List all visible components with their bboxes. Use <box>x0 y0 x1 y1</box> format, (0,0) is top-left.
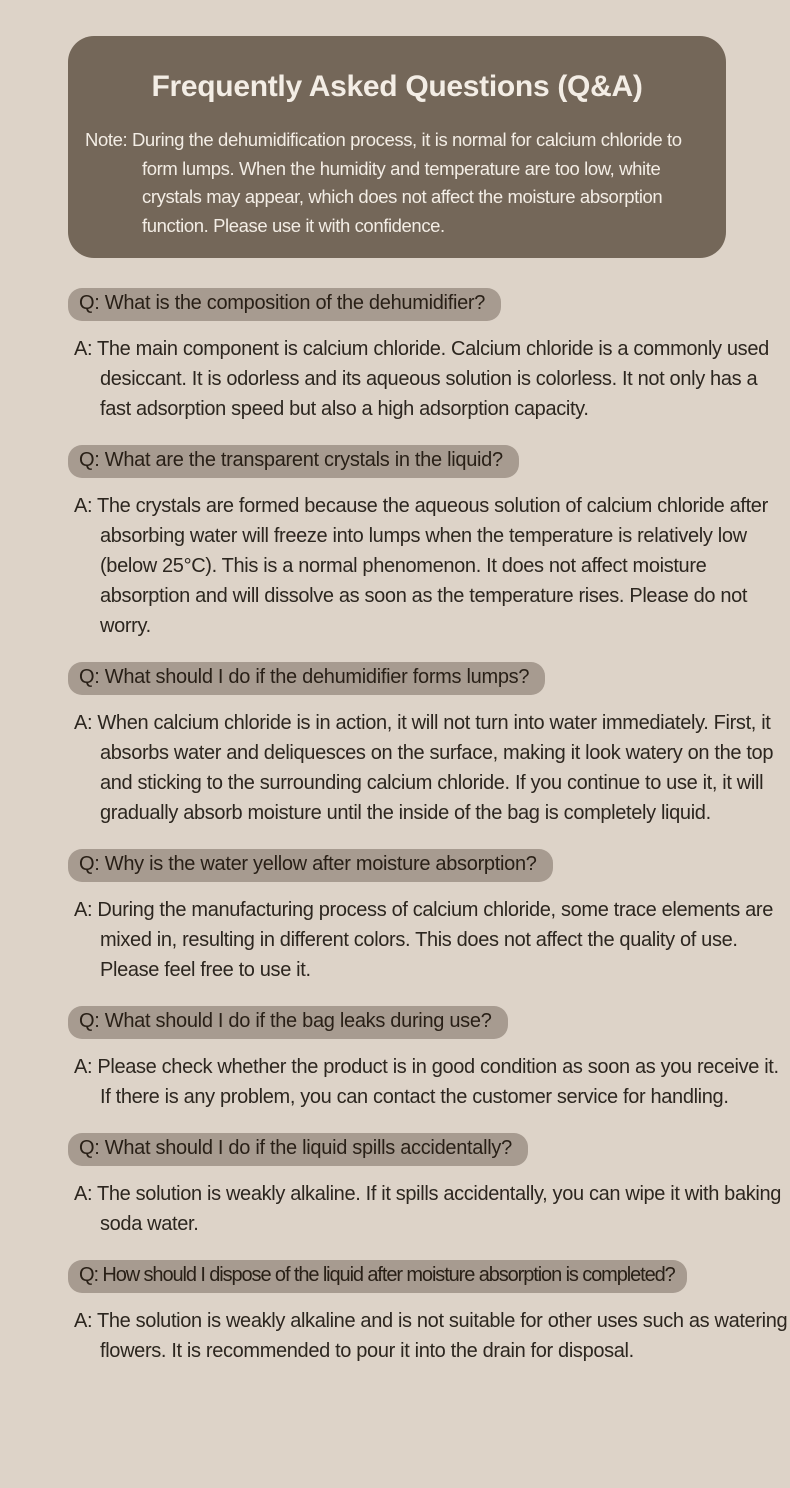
answer-text: A: The solution is weakly alkaline and is not suitable for other uses such as watering flowers. It is recommended to pour it into the drain for disposal. <box>74 1310 788 1362</box>
question-pill: Q: Why is the water yellow after moisture absorption? <box>68 849 553 882</box>
faq-item <box>68 662 790 828</box>
answer-text: A: The crystals are formed because the aqueous solution of calcium chloride after absorbing water will freeze into lumps when the temperature is relatively low (below 25°C). This is a normal phenomenon. It does not affect moisture absorption and will dissolve as soon as the temperature rises. Please do not worry. <box>74 495 768 637</box>
question-pill: Q: What should I do if the dehumidifier forms lumps? <box>68 662 545 695</box>
question-pill: Q: What should I do if the liquid spills accidentally? <box>68 1133 528 1166</box>
answer-text: A: When calcium chloride is in action, it will not turn into water immediately. First, it absorbs water and deliquesces on the surface, making it look watery on the top and sticking to the surrounding calcium chloride. If you continue to use it, it will gradually absorb moisture until the inside of the bag is completely liquid. <box>74 712 774 824</box>
question-pill: Q: What is the composition of the dehumidifier? <box>68 288 501 321</box>
question-pill: Q: What should I do if the bag leaks during use? <box>68 1006 508 1039</box>
answer-text: A: During the manufacturing process of calcium chloride, some trace elements are mixed in, resulting in different colors. This does not affect the quality of use. Please feel free to use it. <box>74 899 774 981</box>
faq-list <box>68 288 790 1387</box>
answer-text: A: Please check whether the product is in good condition as soon as you receive it. If there is any problem, you can contact the customer service for handling. <box>74 1056 779 1108</box>
faq-header-card <box>68 36 726 258</box>
faq-item <box>68 1260 790 1366</box>
answer-text: A: The main component is calcium chloride. Calcium chloride is a commonly used desiccant. It is odorless and its aqueous solution is colorless. It not only has a fast adsorption speed but also a high adsorption capacity. <box>74 338 769 420</box>
faq-item <box>68 1133 790 1239</box>
faq-item <box>68 445 790 641</box>
faq-item <box>68 849 790 985</box>
answer-text: A: The solution is weakly alkaline. If it spills accidentally, you can wipe it with baking soda water. <box>74 1183 782 1235</box>
question-pill: Q: What are the transparent crystals in the liquid? <box>68 445 519 478</box>
faq-item <box>68 1006 790 1112</box>
page-title: Frequently Asked Questions (Q&A) <box>151 70 643 103</box>
faq-item <box>68 288 790 424</box>
question-pill: Q: How should I dispose of the liquid after moisture absorption is completed? <box>68 1260 687 1293</box>
header-note: Note: During the dehumidification process, it is normal for calcium chloride to form lumps. When the humidity and temperature are too low, white crystals may appear, which does not affect the moisture absorption function. Please use it with confidence. <box>85 129 682 236</box>
